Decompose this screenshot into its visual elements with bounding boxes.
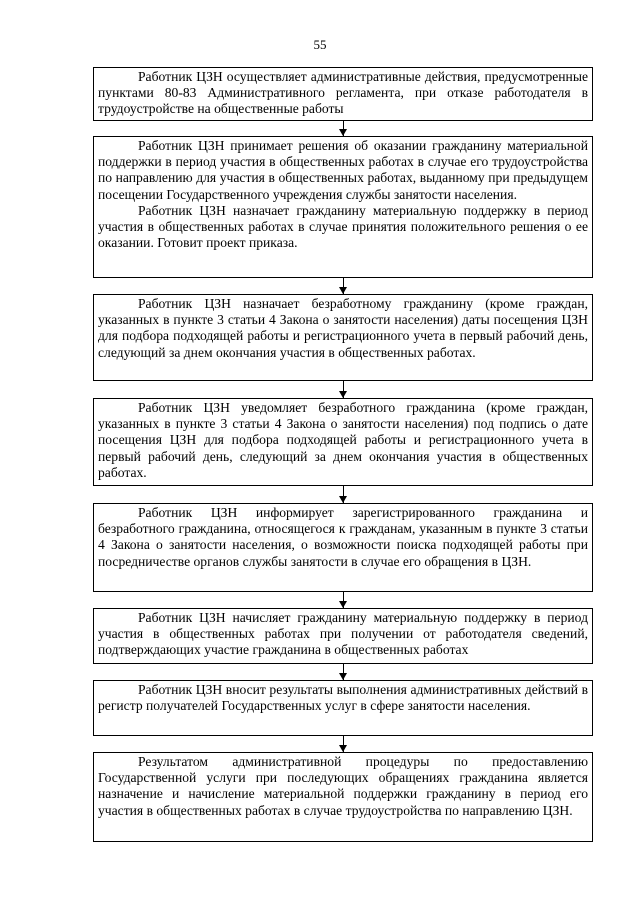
flow-arrow	[339, 486, 348, 503]
step-text: Работник ЦЗН информирует зарегистрированного гражданина и безработного гражданина, относящегося к гражданам, указанным в пункте 3 статьи 4 Закона о занятости населения, о возможности поиска подходящей работы при посредничестве органов службы занятости в случае его обращения в ЦЗН.	[98, 505, 588, 569]
flow-step-8	[93, 752, 593, 842]
flow-step-3	[93, 294, 593, 381]
flow-arrow	[339, 278, 348, 294]
flow-arrow	[339, 736, 348, 752]
flow-step-5	[93, 503, 593, 592]
step-text: Работник ЦЗН вносит результаты выполнения административных действий в регистр получателей Государственных услуг в сфере занятости населения.	[98, 682, 588, 714]
step-text: Работник ЦЗН назначает гражданину материальную поддержку в период участия в общественных работах в случае принятия положительного решения о ее оказании. Готовит проект приказа.	[98, 202, 588, 251]
page-number: 55	[313, 37, 327, 52]
step-text: Работник ЦЗН уведомляет безработного гражданина (кроме граждан, указанных в пункте 3 статьи 4 Закона о занятости населения) под подпись о дате посещения ЦЗН для подбора подходящей работы и регистрационного учета в первый рабочий день, следующий за днем окончания участия в общественных работах.	[98, 400, 588, 480]
flow-arrow	[339, 121, 348, 136]
step-text: Работник ЦЗН осуществляет административные действия, предусмотренные пунктами 80-83 Административного регламента, при отказе работодателя в трудоустройстве на общественные работы	[98, 69, 588, 117]
flow-step-1	[93, 67, 593, 121]
flow-arrow	[339, 664, 348, 680]
step-text: Работник ЦЗН назначает безработному гражданину (кроме граждан, указанных в пункте 3 статьи 4 Закона о занятости населения) даты посещения ЦЗН для подбора подходящей работы и регистрационного учета в первый рабочий день, следующий за днем окончания участия в общественных работах.	[98, 296, 588, 360]
step-text: Работник ЦЗН принимает решения об оказании гражданину материальной поддержки в период участия в общественных работах в случае его трудоустройства по направлению для участия в общественных работах, выданному при предыдущем посещении Государственного учреждения службы занятости населения.	[98, 138, 588, 202]
flow-step-7	[93, 680, 593, 736]
flow-step-4	[93, 398, 593, 486]
flow-step-6	[93, 608, 593, 664]
flow-arrow	[339, 592, 348, 608]
step-text: Работник ЦЗН начисляет гражданину материальную поддержку в период участия в общественных работах при получении от работодателя сведений, подтверждающих участие гражданина в общественных работах	[98, 610, 588, 658]
flow-step-2	[93, 136, 593, 278]
step-text: Результатом административной процедуры по предоставлению Государственной услуги при последующих обращениях гражданина является назначение и начисление материальной поддержки гражданину в период его участия в общественных работах в случае трудоустройства по направлению ЦЗН.	[98, 754, 588, 818]
flow-arrow	[339, 381, 348, 398]
